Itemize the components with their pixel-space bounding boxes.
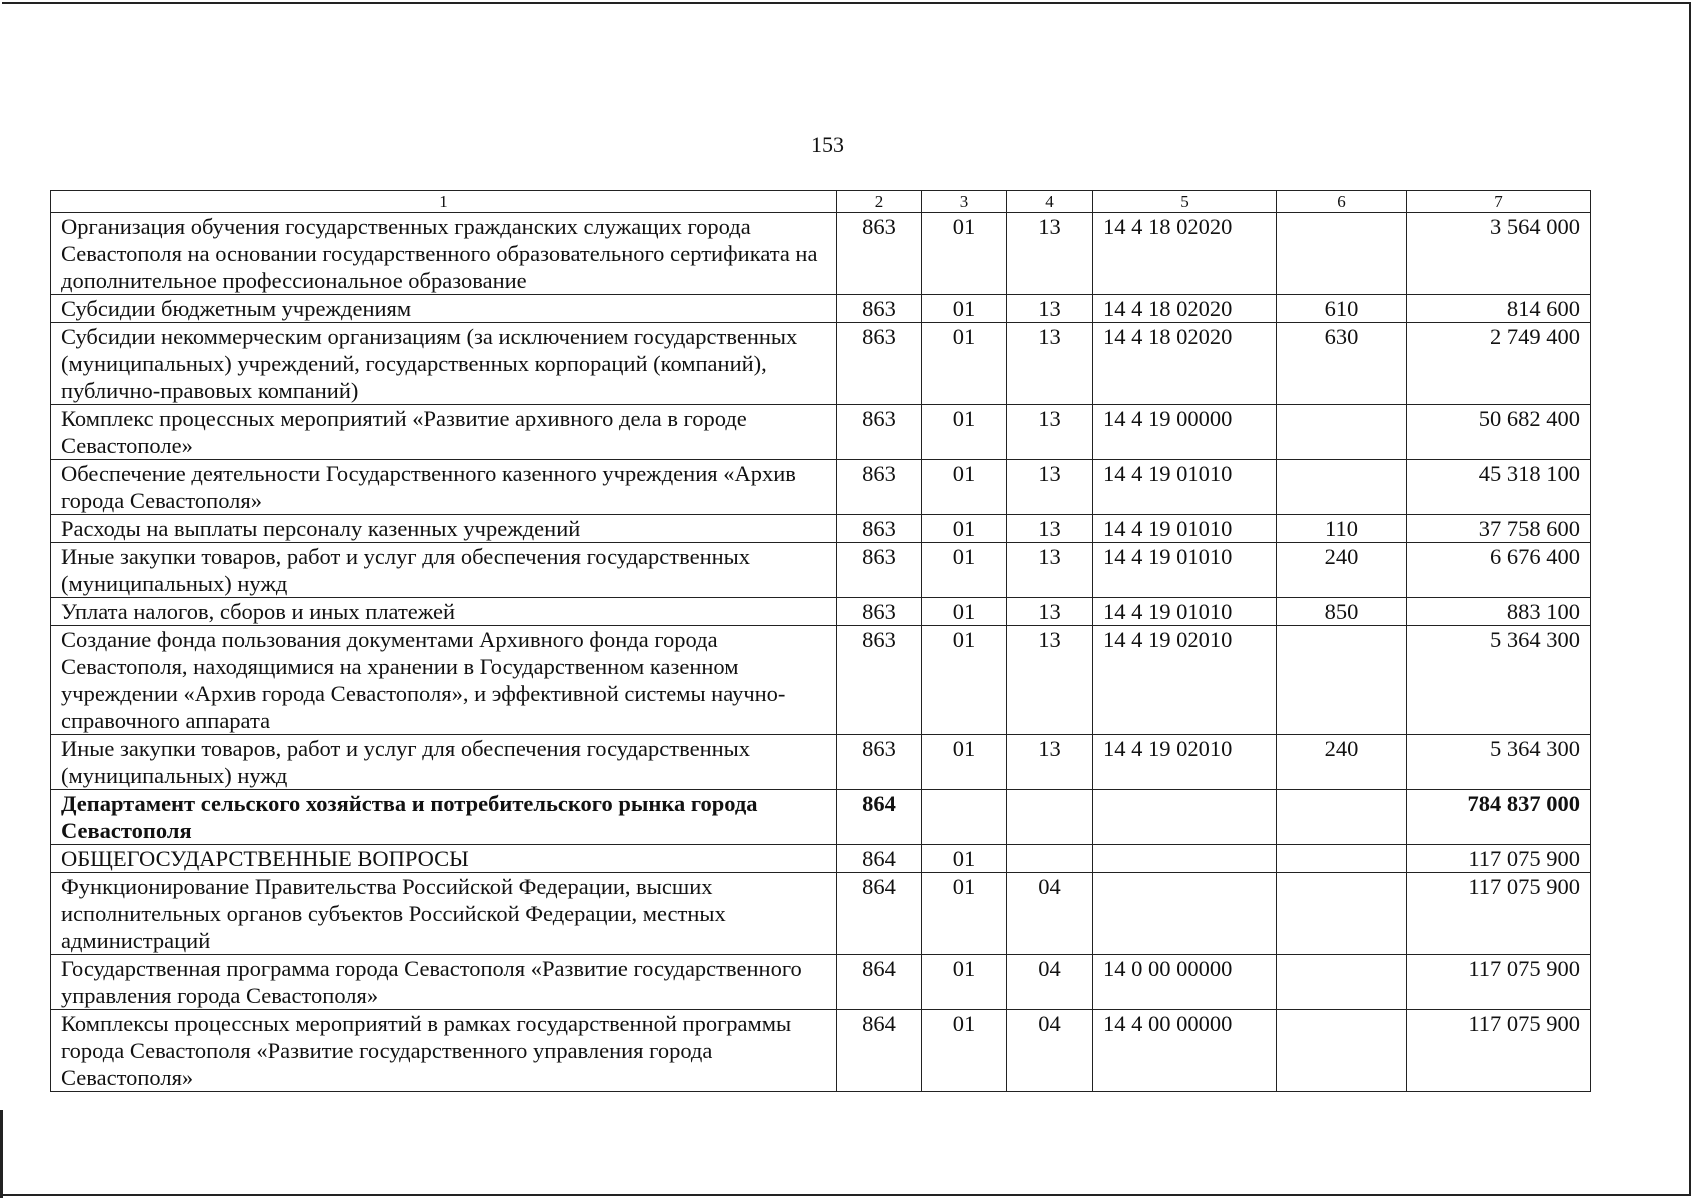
table-row [51, 873, 1591, 955]
row-target-article: 14 4 19 01010 [1093, 543, 1277, 598]
row-target-article: 14 4 19 02010 [1093, 626, 1277, 735]
row-target-article: 14 4 19 01010 [1093, 460, 1277, 515]
row-expense-type [1277, 790, 1407, 845]
table-row [51, 735, 1591, 790]
row-expense-type: 240 [1277, 735, 1407, 790]
table-row [51, 460, 1591, 515]
row-expense-type [1277, 873, 1407, 955]
row-target-article: 14 4 18 02020 [1093, 323, 1277, 405]
row-amount: 50 682 400 [1407, 405, 1591, 460]
row-section: 01 [922, 543, 1007, 598]
row-section: 01 [922, 405, 1007, 460]
row-ministry-code: 863 [837, 213, 922, 295]
row-section: 01 [922, 213, 1007, 295]
row-expense-type [1277, 405, 1407, 460]
row-subsection: 04 [1007, 955, 1093, 1010]
row-ministry-code: 863 [837, 323, 922, 405]
table-row [51, 845, 1591, 873]
row-name: Иные закупки товаров, работ и услуг для обеспечения государственных (муниципальных) нужд [51, 543, 837, 598]
scan-edge-mark [0, 1110, 3, 1198]
row-amount: 784 837 000 [1407, 790, 1591, 845]
row-subsection: 13 [1007, 515, 1093, 543]
header-col-3: 3 [922, 191, 1007, 213]
row-section: 01 [922, 323, 1007, 405]
row-name: Департамент сельского хозяйства и потребительского рынка города Севастополя [51, 790, 837, 845]
header-row [51, 191, 1591, 213]
row-subsection: 13 [1007, 323, 1093, 405]
row-amount: 5 364 300 [1407, 626, 1591, 735]
row-section: 01 [922, 460, 1007, 515]
row-amount: 883 100 [1407, 598, 1591, 626]
row-amount: 6 676 400 [1407, 543, 1591, 598]
row-name: Обеспечение деятельности Государственного казенного учреждения «Архив города Севастополя» [51, 460, 837, 515]
row-amount: 117 075 900 [1407, 873, 1591, 955]
row-ministry-code: 863 [837, 543, 922, 598]
row-subsection: 13 [1007, 295, 1093, 323]
row-target-article [1093, 873, 1277, 955]
table-row [51, 955, 1591, 1010]
table-row [51, 295, 1591, 323]
row-ministry-code: 864 [837, 1010, 922, 1092]
row-subsection: 13 [1007, 213, 1093, 295]
row-subsection: 13 [1007, 735, 1093, 790]
row-ministry-code: 864 [837, 955, 922, 1010]
row-expense-type: 610 [1277, 295, 1407, 323]
row-name: Расходы на выплаты персоналу казенных учреждений [51, 515, 837, 543]
row-ministry-code: 863 [837, 735, 922, 790]
row-name: Комплексы процессных мероприятий в рамках государственной программы города Севастополя «Развитие государственного управления города Севастополя» [51, 1010, 837, 1092]
row-section: 01 [922, 1010, 1007, 1092]
row-name: Уплата налогов, сборов и иных платежей [51, 598, 837, 626]
row-expense-type [1277, 460, 1407, 515]
row-ministry-code: 864 [837, 845, 922, 873]
row-expense-type [1277, 955, 1407, 1010]
row-section: 01 [922, 955, 1007, 1010]
row-subsection: 13 [1007, 405, 1093, 460]
row-subsection [1007, 845, 1093, 873]
row-expense-type [1277, 213, 1407, 295]
row-name: Иные закупки товаров, работ и услуг для обеспечения государственных (муниципальных) нужд [51, 735, 837, 790]
row-target-article: 14 4 19 01010 [1093, 515, 1277, 543]
header-col-4: 4 [1007, 191, 1093, 213]
page-number: 153 [811, 132, 844, 157]
row-section: 01 [922, 515, 1007, 543]
row-ministry-code: 863 [837, 405, 922, 460]
row-subsection: 13 [1007, 543, 1093, 598]
row-target-article: 14 4 19 00000 [1093, 405, 1277, 460]
row-amount: 117 075 900 [1407, 1010, 1591, 1092]
row-section: 01 [922, 735, 1007, 790]
row-target-article [1093, 845, 1277, 873]
row-ministry-code: 864 [837, 790, 922, 845]
header-col-1: 1 [51, 191, 837, 213]
table-row [51, 598, 1591, 626]
row-expense-type: 110 [1277, 515, 1407, 543]
row-subsection: 13 [1007, 598, 1093, 626]
row-target-article: 14 4 18 02020 [1093, 213, 1277, 295]
row-name: Государственная программа города Севастополя «Развитие государственного управления города Севастополя» [51, 955, 837, 1010]
row-expense-type: 240 [1277, 543, 1407, 598]
row-expense-type [1277, 845, 1407, 873]
row-target-article: 14 4 18 02020 [1093, 295, 1277, 323]
table-row [51, 1010, 1591, 1092]
budget-table [50, 190, 1591, 1092]
row-subsection: 13 [1007, 626, 1093, 735]
row-ministry-code: 863 [837, 626, 922, 735]
header-col-7: 7 [1407, 191, 1591, 213]
row-target-article: 14 4 19 01010 [1093, 598, 1277, 626]
row-target-article [1093, 790, 1277, 845]
row-amount: 117 075 900 [1407, 955, 1591, 1010]
row-section: 01 [922, 873, 1007, 955]
header-col-6: 6 [1277, 191, 1407, 213]
row-section [922, 790, 1007, 845]
row-ministry-code: 863 [837, 460, 922, 515]
row-subsection: 13 [1007, 460, 1093, 515]
row-ministry-code: 863 [837, 598, 922, 626]
row-target-article: 14 0 00 00000 [1093, 955, 1277, 1010]
table-row [51, 515, 1591, 543]
row-amount: 3 564 000 [1407, 213, 1591, 295]
row-expense-type: 850 [1277, 598, 1407, 626]
row-section: 01 [922, 626, 1007, 735]
table-row [51, 626, 1591, 735]
table-row [51, 323, 1591, 405]
row-name: ОБЩЕГОСУДАРСТВЕННЫЕ ВОПРОСЫ [51, 845, 837, 873]
header-col-2: 2 [837, 191, 922, 213]
header-col-5: 5 [1093, 191, 1277, 213]
row-ministry-code: 863 [837, 295, 922, 323]
row-name: Субсидии некоммерческим организациям (за исключением государственных (муниципальных) учреждений, государственных корпораций (компаний), публично-правовых компаний) [51, 323, 837, 405]
row-subsection: 04 [1007, 873, 1093, 955]
row-expense-type: 630 [1277, 323, 1407, 405]
row-expense-type [1277, 626, 1407, 735]
row-subsection [1007, 790, 1093, 845]
row-amount: 814 600 [1407, 295, 1591, 323]
row-name: Организация обучения государственных гражданских служащих города Севастополя на основании государственного образовательного сертификата на дополнительное профессиональное образование [51, 213, 837, 295]
row-ministry-code: 863 [837, 515, 922, 543]
row-amount: 117 075 900 [1407, 845, 1591, 873]
table-row [51, 543, 1591, 598]
row-name: Функционирование Правительства Российской Федерации, высших исполнительных органов субъектов Российской Федерации, местных администраций [51, 873, 837, 955]
row-name: Создание фонда пользования документами Архивного фонда города Севастополя, находящимися на хранении в Государственном казенном учреждении «Архив города Севастополя», и эффективной системы научно-справочного аппарата [51, 626, 837, 735]
row-section: 01 [922, 845, 1007, 873]
row-amount: 2 749 400 [1407, 323, 1591, 405]
row-amount: 37 758 600 [1407, 515, 1591, 543]
row-subsection: 04 [1007, 1010, 1093, 1092]
row-amount: 45 318 100 [1407, 460, 1591, 515]
row-name: Субсидии бюджетным учреждениям [51, 295, 837, 323]
row-expense-type [1277, 1010, 1407, 1092]
table-row [51, 213, 1591, 295]
table-row-department-total [51, 790, 1591, 845]
row-target-article: 14 4 19 02010 [1093, 735, 1277, 790]
row-ministry-code: 864 [837, 873, 922, 955]
row-amount: 5 364 300 [1407, 735, 1591, 790]
row-section: 01 [922, 598, 1007, 626]
row-name: Комплекс процессных мероприятий «Развитие архивного дела в городе Севастополе» [51, 405, 837, 460]
row-section: 01 [922, 295, 1007, 323]
row-target-article: 14 4 00 00000 [1093, 1010, 1277, 1092]
table-row [51, 405, 1591, 460]
